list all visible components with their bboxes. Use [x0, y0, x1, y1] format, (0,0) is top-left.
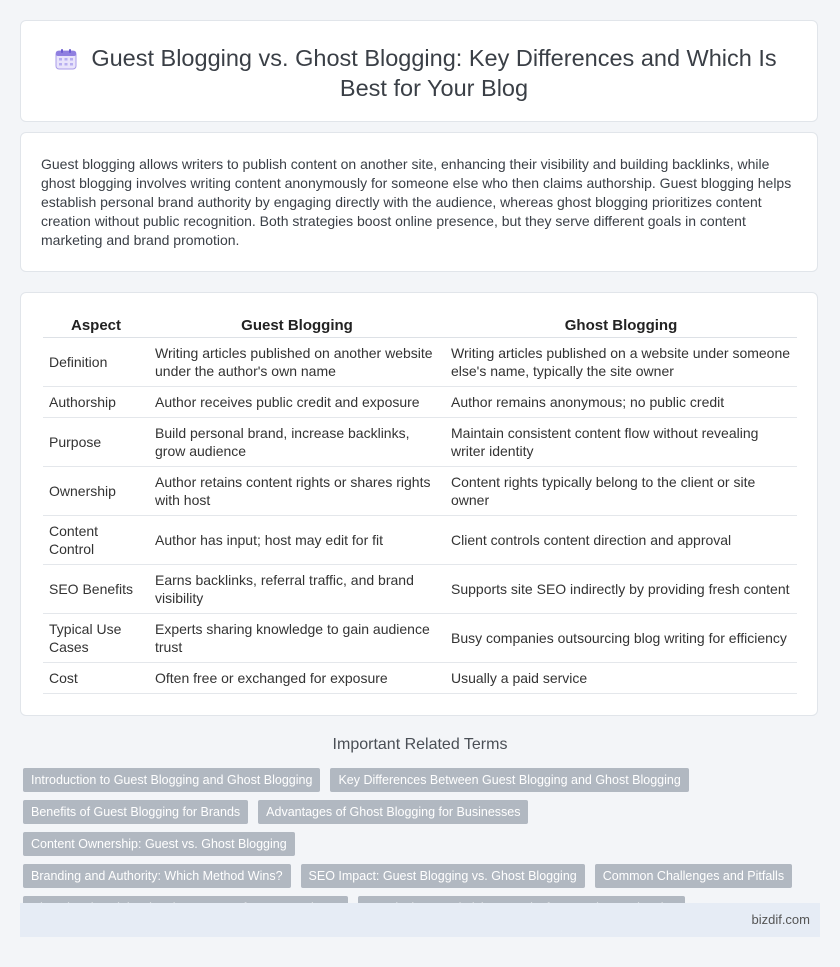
aspect-cell: Definition — [43, 338, 149, 387]
table-row — [43, 614, 797, 663]
intro-paragraph: Guest blogging allows writers to publish content on another site, enhancing their visibility and building backlinks, while ghost blogging involves writing content anonymously for someone else who then claims authorship. Guest blogging helps establish personal brand authority by engaging directly with the audience, whereas ghost blogging prioritizes content creation without public recognition. Both strategies boost online presence, but they serve different goals in content marketing and brand promotion. — [41, 156, 792, 248]
guest-cell: Experts sharing knowledge to gain audience trust — [149, 614, 445, 663]
column-header-aspect: Aspect — [43, 315, 149, 338]
ghost-cell: Maintain consistent content flow without revealing writer identity — [445, 418, 797, 467]
table-row — [43, 663, 797, 694]
aspect-cell: Cost — [43, 663, 149, 694]
related-term-tag[interactable]: Benefits of Guest Blogging for Brands — [23, 800, 248, 824]
column-header-guest: Guest Blogging — [149, 315, 445, 338]
guest-cell: Often free or exchanged for exposure — [149, 663, 445, 694]
aspect-cell: Ownership — [43, 467, 149, 516]
comparison-card — [20, 292, 818, 716]
intro-card — [20, 132, 818, 272]
ghost-cell: Busy companies outsourcing blog writing for efficiency — [445, 614, 797, 663]
related-term-tag[interactable]: Content Ownership: Guest vs. Ghost Blogging — [23, 832, 295, 856]
ghost-cell: Writing articles published on a website under someone else's name, typically the site owner — [445, 338, 797, 387]
guest-cell: Author retains content rights or shares rights with host — [149, 467, 445, 516]
related-term-tag[interactable]: Branding and Authority: Which Method Wins? — [23, 864, 291, 888]
page-title: Guest Blogging vs. Ghost Blogging: Key Differences and Which Is Best for Your Blog — [91, 45, 777, 101]
table-row — [43, 565, 797, 614]
ghost-cell: Usually a paid service — [445, 663, 797, 694]
related-term-tag[interactable]: Advantages of Ghost Blogging for Businesses — [258, 800, 528, 824]
related-term-tag[interactable]: Common Challenges and Pitfalls — [595, 864, 792, 888]
footer-site-link[interactable]: bizdif.com — [751, 912, 810, 927]
ghost-cell: Client controls content direction and approval — [445, 516, 797, 565]
table-row — [43, 387, 797, 418]
guest-cell: Build personal brand, increase backlinks, grow audience — [149, 418, 445, 467]
guest-cell: Writing articles published on another website under the author's own name — [149, 338, 445, 387]
related-term-tag[interactable]: Introduction to Guest Blogging and Ghost Blogging — [23, 768, 320, 792]
table-row — [43, 516, 797, 565]
table-row — [43, 467, 797, 516]
footer — [20, 903, 820, 937]
aspect-cell: Typical Use Cases — [43, 614, 149, 663]
guest-cell: Author has input; host may edit for fit — [149, 516, 445, 565]
aspect-cell: SEO Benefits — [43, 565, 149, 614]
table-row — [43, 418, 797, 467]
related-terms-heading: Important Related Terms — [332, 736, 508, 753]
column-header-ghost: Ghost Blogging — [445, 315, 797, 338]
aspect-cell: Purpose — [43, 418, 149, 467]
related-term-tag[interactable]: Key Differences Between Guest Blogging and Ghost Blogging — [330, 768, 688, 792]
guest-cell: Earns backlinks, referral traffic, and brand visibility — [149, 565, 445, 614]
aspect-cell: Authorship — [43, 387, 149, 418]
ghost-cell: Content rights typically belong to the client or site owner — [445, 467, 797, 516]
related-term-tag[interactable]: SEO Impact: Guest Blogging vs. Ghost Blogging — [301, 864, 585, 888]
ghost-cell: Supports site SEO indirectly by providing fresh content — [445, 565, 797, 614]
table-header-row — [43, 315, 797, 338]
guest-cell: Author receives public credit and exposure — [149, 387, 445, 418]
ghost-cell: Author remains anonymous; no public credit — [445, 387, 797, 418]
table-row — [43, 338, 797, 387]
aspect-cell: Content Control — [43, 516, 149, 565]
comparison-table — [43, 315, 797, 694]
title-card — [20, 20, 818, 122]
